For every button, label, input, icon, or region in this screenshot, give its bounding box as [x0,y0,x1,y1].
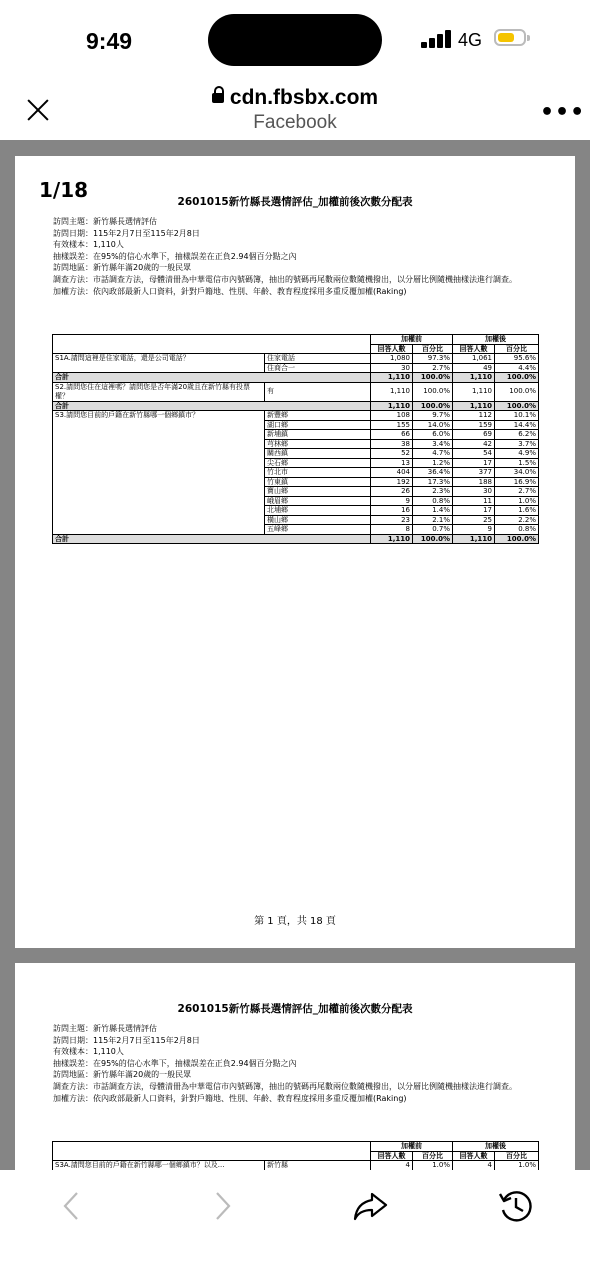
option-cell: 住家電話 [265,354,371,364]
option-cell: 寶山鄉 [265,487,371,497]
url-label: cdn.fbsbx.com [0,86,590,110]
value-cell: 159 [453,420,495,430]
value-cell: 95.6% [495,354,539,364]
value-cell: 377 [453,468,495,478]
value-cell: 26 [371,487,413,497]
option-cell: 住商合一 [265,363,371,373]
meta-line: 有效樣本：1,110人 [53,240,124,250]
value-cell: 9.7% [413,411,453,421]
meta-line: 訪問主題：新竹縣長選情評估 [53,217,157,226]
total-row [53,373,539,383]
total-row [53,401,539,411]
total-value: 1,110 [371,373,413,383]
battery-icon [494,29,526,46]
total-value: 1,110 [453,401,495,411]
total-label: 合計 [53,534,371,544]
value-cell: 188 [453,477,495,487]
value-cell: 6.0% [413,430,453,440]
value-cell: 155 [371,420,413,430]
value-cell: 2.1% [413,515,453,525]
value-cell: 9 [371,496,413,506]
site-subtitle: Facebook [253,112,337,133]
total-value: 100.0% [495,534,539,544]
frequency-table [52,334,539,544]
meta-line: 抽樣誤差：在95%的信心水準下，抽樣誤差在正負2.94個百分點之內 [53,1058,297,1068]
value-cell: 9 [453,525,495,535]
meta-line: 加權方法：依內政部最新人口資料，針對戶籍地、性別、年齡、教育程度採用多重反覆加權(Raking) [53,286,407,296]
value-cell: 16.9% [495,477,539,487]
total-row [53,534,539,544]
value-cell: 54 [453,449,495,459]
page-indicator: 1/18 [39,178,89,202]
pdf-viewer[interactable] [0,140,590,1170]
table-row [53,382,539,401]
value-cell: 17 [453,458,495,468]
option-cell: 關西鎮 [265,449,371,459]
option-cell: 橫山鄉 [265,515,371,525]
value-cell: 3.7% [495,439,539,449]
meta-line: 調查方法：市話調查方法，母體清冊為中華電信市內號碼簿，抽出的號碼再尾數兩位數隨機撥出，以分層比例隨機抽樣法進行調查。 [53,1081,517,1091]
document-meta [53,216,541,297]
meta-line: 調查方法：市話調查方法，母體清冊為中華電信市內號碼簿，抽出的號碼再尾數兩位數隨機撥出，以分層比例隨機抽樣法進行調查。 [53,274,517,284]
value-cell: 3.4% [413,439,453,449]
page-footer: 第 1 頁，共 18 頁 [254,916,336,927]
value-cell: 1.0% [495,496,539,506]
table-row [53,411,539,421]
pdf-page-1 [15,156,575,948]
value-cell: 192 [371,477,413,487]
value-cell: 4.4% [495,363,539,373]
value-cell: 38 [371,439,413,449]
value-cell: 1,080 [371,354,413,364]
value-cell: 36.4% [413,468,453,478]
meta-line: 訪問日期：115年2月7日至115年2月8日 [53,228,200,238]
value-cell: 97.3% [413,354,453,364]
col-header-pct: 百分比 [495,1151,539,1161]
value-cell: 0.8% [413,496,453,506]
total-value: 1,110 [371,401,413,411]
group-header-before: 加權前 [371,335,453,345]
share-icon[interactable] [350,1186,390,1226]
option-cell: 新豐鄉 [265,411,371,421]
total-value: 100.0% [413,401,453,411]
group-header-after: 加權後 [453,335,539,345]
history-icon[interactable] [496,1186,536,1226]
value-cell: 6.2% [495,430,539,440]
value-cell: 1,061 [453,354,495,364]
option-cell: 峨眉鄉 [265,496,371,506]
value-cell: 1.2% [413,458,453,468]
value-cell: 2.7% [495,487,539,497]
col-header-count: 回答人數 [453,344,495,354]
total-label: 合計 [53,373,371,383]
value-cell: 34.0% [495,468,539,478]
table-section-s1a [53,354,539,383]
option-cell: 五峰鄉 [265,525,371,535]
more-options-icon[interactable]: ••• [540,100,586,125]
value-cell: 13 [371,458,413,468]
value-cell: 30 [453,487,495,497]
option-cell: 北埔鄉 [265,506,371,516]
col-header-count: 回答人數 [371,1151,413,1161]
meta-line: 有效樣本：1,110人 [53,1047,124,1057]
total-value: 100.0% [413,373,453,383]
meta-line: 抽樣誤差：在95%的信心水準下，抽樣誤差在正負2.94個百分點之內 [53,251,297,261]
value-cell: 17.3% [413,477,453,487]
total-value: 1,110 [453,373,495,383]
value-cell: 4.9% [495,449,539,459]
value-cell: 404 [371,468,413,478]
value-cell: 112 [453,411,495,421]
value-cell: 49 [453,363,495,373]
option-cell: 新埔鎮 [265,430,371,440]
meta-line: 訪問地區：新竹縣年滿20歲的一般民眾 [53,263,192,273]
table-section-s2 [53,382,539,411]
lock-icon [212,93,224,103]
value-cell: 2.2% [495,515,539,525]
value-cell: 30 [371,363,413,373]
value-cell: 17 [453,506,495,516]
option-cell: 湖口鄉 [265,420,371,430]
col-header-count: 回答人數 [453,1151,495,1161]
total-value: 100.0% [495,373,539,383]
value-cell: 14.0% [413,420,453,430]
value-cell: 2.3% [413,487,453,497]
meta-line: 訪問主題：新竹縣長選情評估 [53,1024,157,1033]
group-header-after: 加權後 [453,1142,539,1152]
value-cell: 16 [371,506,413,516]
frequency-table [52,1141,539,1170]
pdf-page-2 [15,963,575,1170]
group-header-before: 加權前 [371,1142,453,1152]
cellular-signal-icon [421,30,455,48]
option-cell: 竹東鎮 [265,477,371,487]
value-cell: 66 [371,430,413,440]
value-cell: 52 [371,449,413,459]
value-cell: 100.0% [413,382,453,401]
table-row: S3A.請問您目前的戶籍在新竹縣哪一個鄉鎮市？以及... 新竹縣 4 1.0% 4 1.0% [53,1161,539,1171]
network-type: 4G [458,30,483,50]
value-cell: 2.7% [413,363,453,373]
col-header-pct: 百分比 [413,344,453,354]
status-time: 9:49 [86,28,133,54]
total-value: 100.0% [495,401,539,411]
value-cell: 8 [371,525,413,535]
meta-line: 加權方法：依內政部最新人口資料，針對戶籍地、性別、年齡、教育程度採用多重反覆加權(Raking) [53,1093,407,1103]
table-row [53,354,539,364]
question-cell: S1A.請問這裡是住家電話，還是公司電話？ [53,354,265,373]
value-cell: 0.7% [413,525,453,535]
document-meta [53,1023,541,1104]
chevron-left-icon[interactable] [52,1186,92,1226]
option-cell: 芎林鄉 [265,439,371,449]
value-cell: 1.4% [413,506,453,516]
value-cell: 1.6% [495,506,539,516]
option-cell: 有 [265,382,371,401]
value-cell: 11 [453,496,495,506]
value-cell: 1,110 [371,382,413,401]
question-cell: S3.請問您目前的戶籍在新竹縣哪一個鄉鎮市？ [53,411,265,535]
value-cell: 1,110 [453,382,495,401]
browser-toolbar [0,1170,590,1280]
value-cell: 100.0% [495,382,539,401]
document-title: 2601015新竹縣長選情評估_加權前後次數分配表 [177,1003,413,1015]
value-cell: 1.5% [495,458,539,468]
value-cell: 23 [371,515,413,525]
question-cell: S2.請問您住在這裡嗎？請問您是否年滿20歲且在新竹縣有投票權？ [53,382,265,401]
value-cell: 4.7% [413,449,453,459]
value-cell: 25 [453,515,495,525]
total-value: 100.0% [413,534,453,544]
meta-line: 訪問地區：新竹縣年滿20歲的一般民眾 [53,1070,192,1080]
col-header-count: 回答人數 [371,344,413,354]
table-section-s3 [53,411,539,544]
dynamic-island [208,14,382,66]
total-label: 合計 [53,401,371,411]
value-cell: 0.8% [495,525,539,535]
chevron-right-icon[interactable] [202,1186,242,1226]
value-cell: 14.4% [495,420,539,430]
meta-line: 訪問日期：115年2月7日至115年2月8日 [53,1035,200,1045]
option-cell: 尖石鄉 [265,458,371,468]
value-cell: 42 [453,439,495,449]
total-value: 1,110 [371,534,413,544]
col-header-pct: 百分比 [413,1151,453,1161]
value-cell: 108 [371,411,413,421]
status-bar [0,0,590,82]
option-cell: 竹北市 [265,468,371,478]
document-title: 2601015新竹縣長選情評估_加權前後次數分配表 [177,196,413,208]
value-cell: 69 [453,430,495,440]
total-value: 1,110 [453,534,495,544]
value-cell: 10.1% [495,411,539,421]
col-header-pct: 百分比 [495,344,539,354]
